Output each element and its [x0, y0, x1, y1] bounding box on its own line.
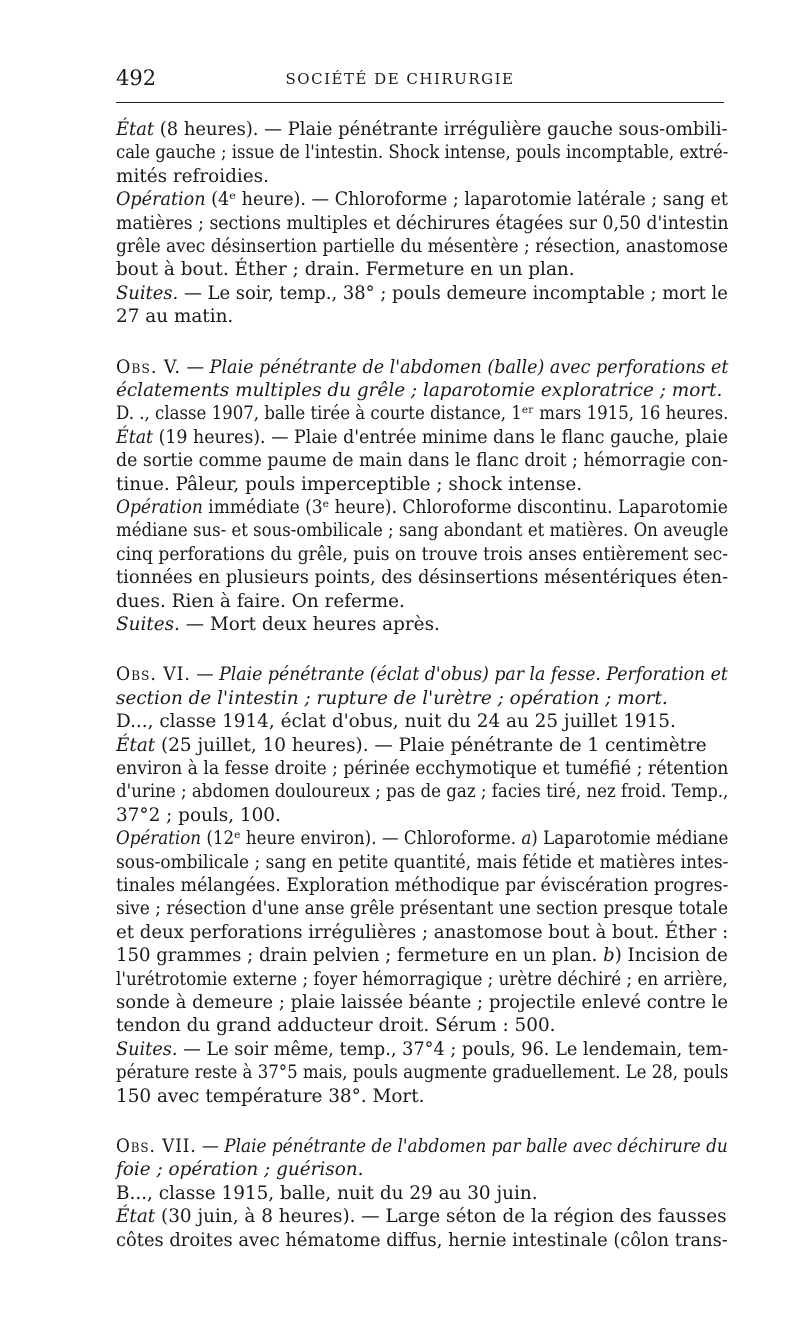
text-line: [116, 543, 728, 566]
text-run: mités refroidies.: [116, 165, 269, 187]
text-run: tendon du grand adducteur droit. Sérum : 500.: [116, 1015, 556, 1037]
text-run: tionnées en plusieurs points, des désinsertions mésentériques éten-: [116, 567, 729, 589]
text-run: sive ; résection d'une anse grêle présentant une section presque totale: [116, 898, 729, 920]
italic-text: a: [521, 828, 532, 850]
text-line: [116, 496, 728, 519]
text-run: B..., classe 1915, balle, nuit du 29 au 30 juin.: [116, 1182, 538, 1204]
text-run: (30 juin, à 8 heures). — Large séton de la région des fausses: [155, 1206, 727, 1228]
text-line: [116, 379, 728, 402]
running-title: SOCIÉTÉ DE CHIRURGIE: [285, 70, 515, 88]
text-line: [116, 141, 729, 164]
text-line: [116, 710, 728, 733]
text-line: [116, 804, 728, 827]
text-line: [116, 944, 728, 967]
italic-text: Suites.: [116, 282, 179, 304]
text-line: [116, 968, 728, 991]
text-run: matières ; sections multiples et déchirures étagées sur 0,50 d'intestin: [116, 212, 729, 234]
text-line: [116, 566, 729, 589]
text-run: D..., classe 1914, éclat d'obus, nuit du 24 au 25 juillet 1915.: [116, 711, 676, 733]
case-label: Obs. V.: [116, 356, 181, 378]
text-run: environ à la fesse droite ; périnée ecchymotique et tuméfié ; rétention: [116, 758, 729, 779]
italic-text: foie ; opération ; guérison.: [116, 1159, 364, 1181]
text-line: [116, 663, 728, 686]
text-line: [116, 426, 729, 449]
italic-text: État: [116, 119, 155, 140]
italic-text: Opération: [116, 497, 203, 518]
italic-text: b: [603, 945, 615, 967]
text-line: [116, 780, 729, 803]
text-line: [116, 687, 728, 710]
text-run: dues. Rien à faire. On referme.: [116, 590, 405, 612]
italic-text: Plaie pénétrante (éclat d'obus) par la fesse. Perforation et: [219, 664, 728, 686]
text-line: [116, 590, 728, 613]
italic-text: Suites.: [116, 1038, 178, 1060]
text-line: [116, 757, 729, 780]
text-line: [116, 212, 729, 235]
text-run: tinue. Pâleur, pouls imperceptible ; shock intense.: [116, 473, 583, 495]
text-line: [116, 1229, 728, 1252]
text-line: [116, 258, 728, 281]
italic-text: Plaie pénétrante de l'abdomen (balle) avec perforations et: [209, 356, 729, 378]
italic-text: Opération: [116, 828, 202, 850]
text-line: [116, 1014, 728, 1037]
text-run: immédiate (3ᵉ heure). Chloroforme discontinu. Laparotomie: [202, 497, 728, 518]
italic-text: Opération: [116, 189, 206, 211]
text-line: [116, 1182, 728, 1205]
text-line: [116, 165, 728, 188]
text-line: [116, 921, 729, 944]
text-line: [116, 827, 729, 850]
text-run: et deux perforations irrégulières ; anastomose bout à bout. Éther :: [116, 921, 729, 943]
italic-text: section de l'intestin ; rupture de l'urètre ; opération ; mort.: [116, 687, 668, 709]
text-run: cale gauche ; issue de l'intestin. Shock intense, pouls incomptable, extré-: [116, 142, 729, 164]
text-run: 27 au matin.: [116, 306, 234, 328]
text-line: [116, 473, 728, 496]
page-number: 492: [116, 66, 157, 90]
case-label: Obs. VI.: [116, 664, 191, 686]
text-line: [116, 282, 728, 305]
italic-text: État: [116, 734, 156, 756]
text-run: cinq perforations du grêle, puis on trouve trois anses entièrement sec-: [116, 543, 728, 565]
text-line: [116, 356, 729, 379]
text-line: [116, 1085, 728, 1108]
text-line: [116, 235, 729, 258]
text-line: [116, 1205, 728, 1228]
text-run: l'urétrotomie externe ; foyer hémorragique ; urètre déchiré ; en arrière,: [116, 968, 728, 990]
text-run: grêle avec désinsertion partielle du mésentère ; résection, anastomose: [116, 236, 729, 257]
text-line: [116, 897, 729, 920]
text-run: bout à bout. Éther ; drain. Fermeture en un plan.: [116, 259, 575, 281]
italic-text: Suites.: [116, 614, 180, 635]
text-run: tinales mélangées. Exploration méthodique par éviscération progres-: [116, 875, 729, 896]
text-line: [116, 874, 729, 897]
text-line: [116, 188, 728, 211]
text-line: [116, 991, 729, 1014]
text-run: — Le soir même, temp., 37°4 ; pouls, 96. Le lendemain, tem-: [177, 1038, 729, 1060]
text-line: [116, 305, 728, 328]
text-line: [116, 1135, 728, 1158]
text-run: côtes droites avec hématome diffus, hernie intestinale (côlon trans-: [116, 1229, 728, 1251]
text-run: ) Laparotomie médiane: [531, 828, 729, 850]
text-run: (4ᵉ heure). — Chloroforme ; laparotomie latérale ; sang et: [205, 189, 728, 211]
text-line: [116, 449, 729, 472]
text-run: — Mort deux heures après.: [179, 614, 440, 635]
text-line: [116, 1158, 728, 1181]
text-run: médiane sus- et sous-ombilicale ; sang abondant et matières. On aveugle: [116, 520, 729, 542]
text-run: d'urine ; abdomen douloureux ; pas de gaz ; facies tiré, nez froid. Temp.,: [116, 781, 729, 803]
text-run: 150 avec température 38°. Mort.: [116, 1085, 425, 1107]
text-run: sonde à demeure ; plaie laissée béante ; projectile enlevé contre le: [116, 992, 729, 1013]
text-run: de sortie comme paume de main dans le flanc droit ; hémorragie con-: [116, 450, 729, 472]
text-run: ) Incision de: [614, 945, 728, 967]
text-run: —: [180, 356, 210, 378]
text-line: [116, 118, 728, 141]
text-run: (8 heures). — Plaie pénétrante irrégulière gauche sous-ombili-: [154, 119, 728, 140]
text-run: D. ., classe 1907, balle tirée à courte distance, 1ᵉʳ mars 1915, 16 heures.: [116, 403, 729, 425]
text-line: [116, 851, 729, 874]
text-run: —: [196, 1136, 225, 1157]
text-line: [116, 1061, 729, 1084]
text-run: 150 grammes ; drain pelvien ; fermeture en un plan.: [116, 945, 604, 967]
text-run: — Le soir, temp., 38° ; pouls demeure incomptable ; mort le: [178, 282, 728, 304]
italic-text: éclatements multiples du grêle ; laparotomie exploratrice ; mort.: [116, 380, 723, 401]
italic-text: Plaie pénétrante de l'abdomen par balle avec déchirure du: [224, 1136, 728, 1157]
text-run: (19 heures). — Plaie d'entrée minime dans le flanc gauche, plaie: [153, 426, 729, 448]
case-label: Obs. VII.: [116, 1136, 197, 1157]
text-run: sous-ombilicale ; sang en petite quantité, mais fétide et matières intes-: [116, 851, 729, 873]
italic-text: État: [116, 426, 154, 448]
text-run: (12ᵉ heure environ). — Chloroforme.: [201, 828, 522, 850]
text-run: (25 juillet, 10 heures). — Plaie pénétrante de 1 centimètre: [155, 734, 707, 756]
text-run: —: [190, 664, 220, 686]
text-line: [116, 613, 728, 636]
italic-text: État: [116, 1206, 156, 1228]
header-rule: [116, 102, 724, 103]
text-line: [116, 1038, 729, 1061]
text-line: [116, 402, 729, 425]
text-run: pérature reste à 37°5 mais, pouls augmente graduellement. Le 28, pouls: [116, 1062, 729, 1084]
text-run: 37°2 ; pouls, 100.: [116, 804, 281, 826]
text-line: [116, 519, 729, 542]
text-line: [116, 734, 728, 757]
